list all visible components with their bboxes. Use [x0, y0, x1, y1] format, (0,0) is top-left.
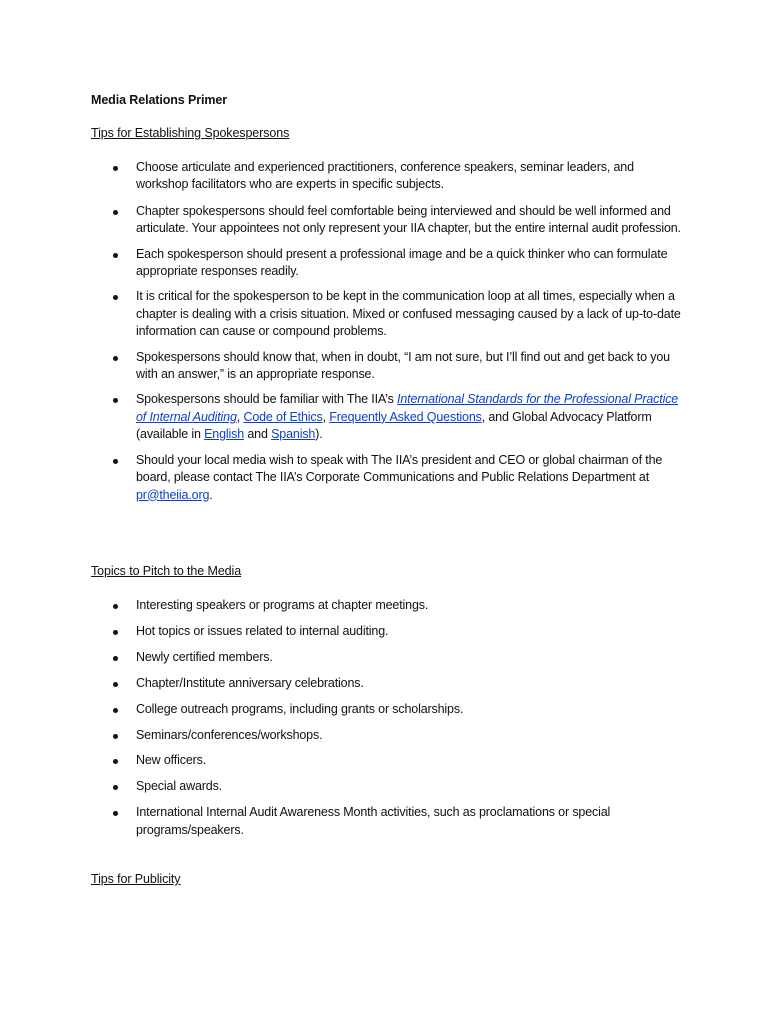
- list-item: Spokespersons should know that, when in doubt, “I am not sure, but I’ll find out and get back to you with an answer,” is an appropriate response.: [0, 349, 681, 384]
- bullet-icon: [113, 630, 118, 635]
- bullet-icon: [113, 604, 118, 609]
- list-item: Newly certified members.: [0, 649, 681, 666]
- list-item: Chapter/Institute anniversary celebrations.: [0, 675, 681, 692]
- document-title: Media Relations Primer: [91, 93, 228, 107]
- list-item-familiar: Spokespersons should be familiar with The IIA’s International Standards for the Professional Practice of Internal Auditing, Code of Ethics, Frequently Asked Questions, and Global Advocacy Platform (available in English and Spanish).: [0, 391, 681, 443]
- list-item: Hot topics or issues related to internal auditing.: [0, 623, 681, 640]
- bullet-icon: [113, 295, 118, 300]
- list-item: New officers.: [0, 752, 681, 769]
- heading-topics: Topics to Pitch to the Media: [91, 564, 242, 578]
- bullet-icon: [113, 166, 118, 171]
- list-item: Interesting speakers or programs at chapter meetings.: [0, 597, 681, 614]
- bullet-icon: [113, 356, 118, 361]
- list-item: Seminars/conferences/workshops.: [0, 727, 681, 744]
- heading-publicity: Tips for Publicity: [91, 872, 181, 886]
- code-of-ethics-link[interactable]: Code of Ethics: [243, 409, 323, 424]
- list-item: International Internal Audit Awareness Month activities, such as proclamations or special programs/speakers.: [0, 804, 681, 839]
- list-item-contact: Should your local media wish to speak with The IIA’s president and CEO or global chairman of the board, please contact The IIA’s Corporate Communications and Public Relations Department at pr@theiia.org.: [0, 452, 681, 504]
- list-item: College outreach programs, including grants or scholarships.: [0, 701, 681, 718]
- bullet-icon: [113, 708, 118, 713]
- faq-link[interactable]: Frequently Asked Questions: [329, 409, 482, 424]
- bullet-icon: [113, 682, 118, 687]
- english-link[interactable]: English: [204, 427, 245, 442]
- bullet-icon: [113, 210, 118, 215]
- bullet-icon: [113, 811, 118, 816]
- bullet-icon: [113, 759, 118, 764]
- bullet-icon: [113, 734, 118, 739]
- list-item: Special awards.: [0, 778, 681, 795]
- bullet-icon: [113, 398, 118, 403]
- heading-spokespersons: Tips for Establishing Spokespersons: [91, 126, 290, 140]
- bullet-icon: [113, 459, 118, 464]
- topics-list: [0, 597, 681, 839]
- bullet-icon: [113, 785, 118, 790]
- list-item: It is critical for the spokesperson to be kept in the communication loop at all times, especially when a chapter is dealing with a crisis situation. Mixed or confused messaging caused by a lack of up-to-date information can cause or compound problems.: [0, 288, 681, 340]
- list-item: Choose articulate and experienced practitioners, conference speakers, seminar leaders, and workshop facilitators who are experts in specific subjects.: [0, 159, 681, 194]
- list-item: Each spokesperson should present a professional image and be a quick thinker who can formulate appropriate responses readily.: [0, 246, 681, 281]
- spanish-link[interactable]: Spanish: [271, 427, 316, 442]
- bullet-icon: [113, 253, 118, 258]
- standards-link[interactable]: International Standards for the Professional Practice of Internal Auditing: [136, 392, 679, 424]
- list-item: Chapter spokespersons should feel comfortable being interviewed and should be well informed and articulate. Your appointees not only represent your IIA chapter, but the entire internal audit profession.: [0, 203, 681, 238]
- email-link[interactable]: pr@theiia.org: [136, 487, 210, 502]
- spokespersons-list: [0, 159, 681, 504]
- bullet-icon: [113, 656, 118, 661]
